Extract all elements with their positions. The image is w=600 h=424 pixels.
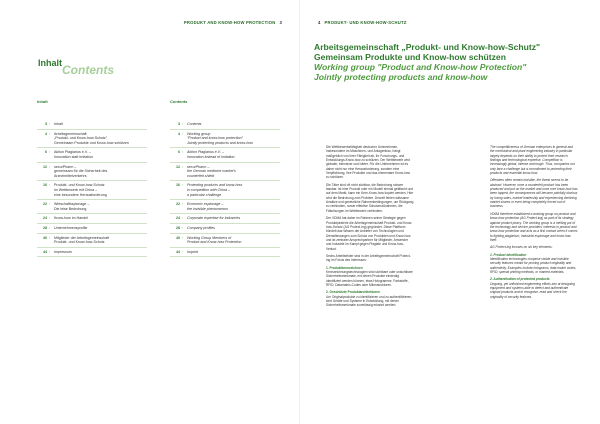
toc-page-number: 44 (43, 249, 47, 254)
toc-page-number: 6 (45, 150, 47, 155)
paragraph: Die Täter sind oft nicht sichtbar, die Bedrohung schwer fassbar. Ist eine Produkt oder ein Modell einmal gefälscht und auf dem Markt, kann ein Kern-Know-how kopiert werden. Hier wird die Bedrohung zum Problem. Derzeit fehlen wirksame Ansätze und gesetzliche Rahmenbedingungen, um Rückgang zu verhindern, sowie effektive Schutzmaßnahmen, die Fälschungen im Wettbewerb verhindern. (326, 182, 414, 213)
toc-entry-title: Company profiles (187, 225, 215, 230)
paragraph: Sechs Arbeitsfelder sind in der Arbeitsgemeinschaft Protect-ing im Fokus des Interesses: (326, 253, 411, 263)
toc-label-de: Inhalt (37, 99, 48, 104)
paragraph: Identification technologies comprise visible and invisible security features meant for proving product originality and authenticity. Examples include holograms, data matrix codes, RFID, special printing methods, or marked materials. (490, 256, 577, 274)
paragraph: Die Wettbewerbsfähigkeit deutscher Unternehmen, insbesondere im Maschinen- und Anlagenbau, hängt maßgeblich von ihrer Fähigkeit ab, ihr Forschungs- und Entwicklungs-Know-how zu schützen. Der Wettbewerb wird globaler, intensiver und härter. Für die Unternehmen ist es daher nicht nur eine Herausforderung, sondern eine Verpflichtung, ihre Produkte und das elementare Know-how zu schützen. (326, 145, 410, 180)
toc-entry[interactable] (170, 226, 290, 231)
toc-entry-title: Working group "Product and know-how protection" Jointly protecting products and know-how (187, 131, 253, 145)
toc-divider (37, 233, 147, 234)
toc-label-en: Contents (170, 99, 188, 104)
toc-page-number: 12 (176, 164, 180, 169)
toc-entry-title: Aktion Plagiarius e.V. – Innovation instead of imitation (187, 150, 235, 159)
toc-divider (37, 247, 147, 248)
toc-entry-title: Wirtschaftsspionage – Die leise Bedrohung (54, 202, 90, 211)
toc-entry[interactable] (37, 226, 157, 231)
running-head-title: PRODUKT- UND KNOW-HOW-SCHUTZ (324, 20, 407, 25)
toc-entry[interactable] (37, 183, 157, 197)
toc-divider (170, 180, 280, 181)
paragraph: Der VDMA hat daher im Rahmen seiner Strategie gegen Produktpiraterie die Arbeitsgemeinschaft Produkt- und Know-how-Schutz (AG Protect-ing) gegründet. Diese Plattform bündelt das Wissen der Anbieter von Technologien und Dienstleistungen zum Schutz von Produkten und Know-how und ist zentraler Ansprechpartner für Mitglieder, Anwender und Industrie im Kampf gegen Plagiate und Know-how-Verlust. (326, 216, 413, 251)
toc-divider (170, 256, 280, 257)
toc-entry[interactable] (37, 250, 157, 255)
title-line-en-1: Working group "Product and Know-how Protection" (314, 62, 527, 72)
toc-page-number: 40 (176, 235, 180, 240)
toc-divider (170, 129, 280, 130)
paragraph: Offenders often remain invisible, the threat seems to be abstract. However, once a counterfeit product has been produced and put on the market and once core know-how has been tapped, the consequences will become painfully obvious by losing sales, market leadership and experiencing declining market shares or even being completely forced out of business. (490, 178, 578, 209)
page-number: 3 (279, 20, 282, 25)
toc-divider (170, 147, 280, 148)
title-line-de-2: Gemeinsam Produkte und Know-how schützen (314, 52, 506, 62)
arrow-right-icon: › (182, 202, 184, 207)
toc-page-number: 3 (45, 122, 47, 126)
toc-divider (170, 162, 280, 163)
title-line-en-2: Jointly protecting products and know-how (314, 72, 488, 82)
toc-divider (37, 256, 147, 257)
heading-inhalt: Inhalt (38, 58, 62, 68)
toc-page-number: 28 (176, 225, 180, 230)
page-number: 4 (318, 20, 321, 25)
arrow-right-icon: › (182, 216, 184, 221)
toc-entry[interactable] (37, 165, 157, 179)
toc-entry-title: Corporate expertise for industries (187, 216, 241, 221)
toc-divider (170, 223, 280, 224)
toc-entry[interactable] (170, 236, 290, 245)
toc-page-number: 22 (176, 202, 180, 207)
toc-page-number: 28 (43, 225, 47, 230)
toc-entry[interactable] (170, 250, 290, 255)
right-page (300, 0, 600, 424)
running-head-right (314, 20, 407, 25)
arrow-right-icon: › (49, 202, 51, 207)
arrow-right-icon: › (49, 183, 51, 188)
toc-page-number: 44 (176, 249, 180, 254)
toc-entry-title: Contents (187, 122, 202, 126)
arrow-right-icon: › (182, 131, 184, 136)
toc-english (170, 122, 290, 259)
toc-entry[interactable] (170, 150, 290, 159)
arrow-right-icon: › (182, 164, 184, 169)
toc-divider (37, 213, 147, 214)
toc-german (37, 122, 157, 259)
toc-page-number: 4 (178, 131, 180, 136)
toc-divider (170, 199, 280, 200)
toc-entry[interactable] (37, 132, 157, 146)
toc-entry[interactable] (170, 132, 290, 146)
toc-entry[interactable] (37, 202, 157, 211)
arrow-right-icon: › (49, 249, 51, 254)
title-line-de-1: Arbeitsgemeinschaft „Produkt- und Know-how-Schutz" (314, 42, 541, 52)
toc-page-number: 4 (45, 131, 47, 136)
subheading: 1. Produktkennzeichnen (326, 265, 363, 270)
arrow-right-icon: › (49, 216, 51, 221)
toc-entry-title: securPharm – gemeinsam für die Sicherheit des Arzneimittelverkehrs (54, 164, 108, 178)
subheading: 1. Product identification (490, 252, 527, 257)
toc-entry-title: Economic espionage – the invisible phenomenon (187, 202, 228, 211)
body-column-english (490, 145, 578, 302)
arrow-right-icon: › (49, 164, 51, 169)
arrow-right-icon: › (182, 183, 184, 188)
toc-entry-title: Arbeitsgemeinschaft „Produkt- und Know-how-Schutz" Gemeinsam Produkte und Know-how schützen (54, 131, 129, 145)
arrow-right-icon: › (182, 150, 184, 155)
toc-entry-title: Know-how im Handel (54, 216, 88, 221)
toc-entry-title: Mitglieder der Arbeitsgemeinschaft Produkt- und Know-how-Schutz (54, 235, 110, 245)
toc-entry-title: Imprint (187, 249, 198, 254)
toc-entry[interactable] (170, 202, 290, 211)
toc-entry[interactable] (170, 165, 290, 179)
heading-contents: Contents (62, 63, 114, 77)
arrow-right-icon: › (182, 235, 184, 240)
toc-entry[interactable] (37, 122, 157, 127)
toc-page-number: 22 (43, 202, 47, 207)
paragraph: Ongoing, yet unfinished engineering efforts aim at designing equipment and systems able to detect and authenticate original products and to recognise, read and check the originality of security features. (490, 281, 575, 299)
article-title (314, 42, 594, 82)
arrow-right-icon: › (49, 150, 51, 155)
toc-entry-title: Protecting products and know-how in competition with China – a particular challenge (187, 183, 243, 197)
toc-entry[interactable] (37, 236, 157, 245)
paragraph: AG Protect-ing focuses on six key elements: (490, 245, 553, 250)
arrow-right-icon: › (182, 249, 184, 254)
toc-divider (37, 162, 147, 163)
toc-entry-title: Working Group Members of Product and Know-how Protection (187, 235, 242, 245)
toc-divider (37, 180, 147, 181)
toc-page-number: 16 (176, 183, 180, 188)
toc-entry-title: securPharm – the German medicine market's counterfeit shield (187, 164, 236, 178)
toc-entry-title: Impressum (54, 249, 72, 254)
toc-divider (37, 129, 147, 130)
paragraph: Um Originalprodukte zu identifizieren und zu authentifizieren, sind Geräte und Systeme in Entwicklung, mit denen Sicherheitsmerkmale zuverlässig erkannt werden. (326, 294, 413, 308)
toc-entry-title: Inhalt (54, 122, 63, 126)
toc-page-number: 6 (178, 150, 180, 155)
toc-entry-title: Aktion Plagiarius e.V. – Innovation statt Imitation (54, 150, 93, 159)
arrow-right-icon: › (49, 131, 51, 136)
toc-entry[interactable] (170, 122, 290, 127)
toc-entry[interactable] (37, 150, 157, 159)
toc-page-number: 24 (176, 216, 180, 221)
toc-page-number: 24 (43, 216, 47, 221)
toc-divider (170, 233, 280, 234)
body-column-german (326, 145, 414, 311)
arrow-right-icon: › (49, 235, 51, 240)
toc-divider (37, 199, 147, 200)
toc-entry[interactable] (170, 183, 290, 197)
paragraph: The competitiveness of German enterprises in general and the mechanical and plant engineering industry in particular largely depends on their ability to protect their research findings and technological expertise. Competition is increasingly global, intense and tough. Thus, companies not only face a challenge but a commitment to protecting their products and essential know-how. (490, 145, 575, 176)
toc-divider (170, 213, 280, 214)
toc-page-number: 40 (43, 235, 47, 240)
arrow-right-icon: › (49, 122, 51, 126)
toc-divider (37, 223, 147, 224)
toc-page-number: 16 (43, 183, 47, 188)
toc-page-number: 12 (43, 164, 47, 169)
arrow-right-icon: › (49, 225, 51, 230)
running-head-left (184, 20, 286, 25)
arrow-right-icon: › (182, 122, 184, 126)
toc-entry[interactable] (37, 216, 157, 221)
paragraph: VDMA therefore established a working group on product and know-how protection (AG Protect-ing) as part of its strategy against product piracy. The working group is a melting pot of the technology and service providers' interests in product and know-how protection and acts as a first contact when it comes to fighting plagiarism, industrial espionage and know-how theft. (490, 211, 578, 242)
running-head-title: PRODUKT AND KNOW-HOW PROTECTION (183, 20, 276, 25)
subheading: 2. Authentication of protected products (490, 277, 550, 282)
toc-divider (37, 147, 147, 148)
toc-entry[interactable] (170, 216, 290, 221)
paragraph: Kennzeichnungstechnologien sind sichtbare oder unsichtbare Sicherheitsmerkmale, mit denen Produkte eindeutig identifiziert werden können, etwa Hologramme, Farbstoffe, RFID, Datamatrix-Codes oder Mikrostrukturen. (326, 269, 413, 287)
toc-page-number: 3 (178, 122, 180, 126)
subheading: 2. Geschützte Produktarchitekturen (326, 290, 380, 295)
arrow-right-icon: › (182, 225, 184, 230)
toc-divider (170, 247, 280, 248)
toc-entry-title: Unternehmensprofile (54, 225, 88, 230)
toc-entry-title: Produkt- und Know-how-Schutz im Wettbewerb mit China – eine besondere Herausforderung (54, 183, 107, 197)
